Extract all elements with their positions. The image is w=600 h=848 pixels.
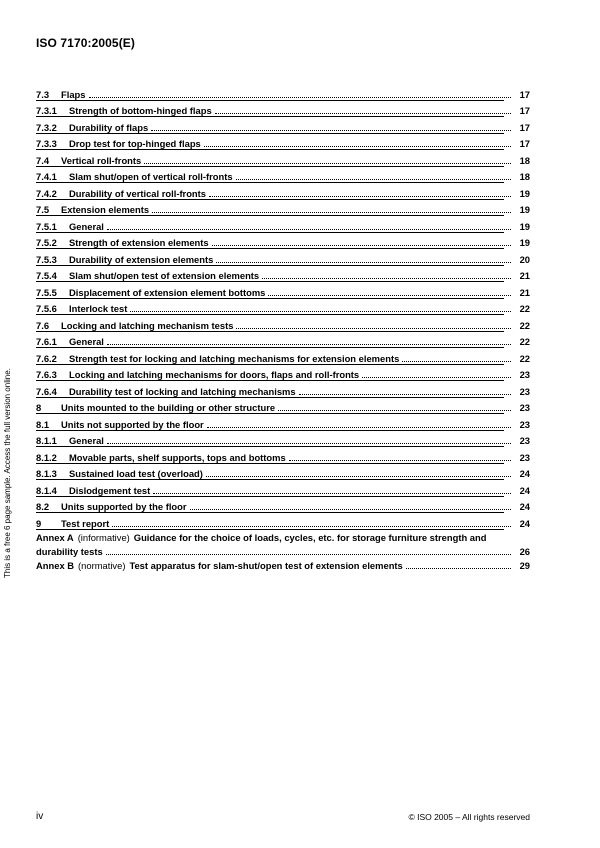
annex-label: Annex B bbox=[36, 559, 75, 571]
toc-entry-page: 23 bbox=[519, 369, 530, 380]
dot-leader bbox=[216, 262, 511, 263]
toc-entry-number: 9 bbox=[36, 517, 42, 529]
toc-entry-title: Durability of flaps bbox=[69, 121, 149, 133]
dot-leader bbox=[144, 163, 511, 164]
toc-entry-page: 19 bbox=[519, 220, 530, 232]
toc-entry-number: 7.6.3 bbox=[36, 369, 57, 380]
side-note-text: This is a free 6 page sample. Access the full version online. bbox=[3, 368, 12, 578]
toc-entry-title: Durability of vertical roll-fronts bbox=[69, 187, 206, 199]
toc-entry-title: Slam shut/open test of extension elements bbox=[69, 270, 260, 281]
copyright-notice: © ISO 2005 – All rights reserved bbox=[408, 812, 530, 822]
toc-entry-title: Locking and latching mechanisms for doors, flaps and roll-fronts bbox=[69, 369, 360, 380]
toc-entry-number: 7.6.4 bbox=[36, 385, 57, 397]
toc-entry-title: General bbox=[69, 220, 104, 232]
annex-page: 29 bbox=[519, 559, 530, 571]
toc-entry-page: 21 bbox=[519, 286, 530, 298]
toc-entry-title: Strength of bottom-hinged flaps bbox=[69, 105, 212, 116]
toc-entry[interactable] bbox=[36, 365, 530, 381]
toc-entry-number: 8.1.2 bbox=[36, 451, 57, 463]
toc-annex-entry[interactable] bbox=[36, 532, 530, 557]
dot-leader bbox=[153, 493, 511, 494]
toc-entry[interactable] bbox=[36, 315, 530, 331]
toc-entry-number: 7.5.6 bbox=[36, 303, 57, 314]
toc-entry[interactable] bbox=[36, 233, 530, 249]
dot-leader bbox=[215, 113, 511, 114]
toc-entry[interactable] bbox=[36, 183, 530, 199]
toc-entry-title: Flaps bbox=[61, 88, 86, 100]
annex-label: Annex A bbox=[36, 531, 74, 543]
toc-entry-title: General bbox=[69, 336, 104, 347]
toc-entry[interactable] bbox=[36, 332, 530, 348]
toc-entry-title: Durability of extension elements bbox=[69, 253, 214, 265]
toc-entry[interactable] bbox=[36, 381, 530, 397]
dot-leader bbox=[107, 443, 511, 444]
toc-annex-entry[interactable] bbox=[36, 558, 530, 571]
toc-entry-title: Slam shut/open of vertical roll-fronts bbox=[69, 171, 233, 182]
toc-entry-number: 8.1.1 bbox=[36, 435, 57, 446]
annex-title: Test apparatus for slam-shut/open test of extension elements bbox=[129, 559, 403, 571]
dot-leader bbox=[289, 460, 511, 461]
dot-leader bbox=[278, 410, 511, 411]
dot-leader bbox=[112, 526, 511, 527]
toc-entry-page: 18 bbox=[519, 171, 530, 182]
toc-entry[interactable] bbox=[36, 167, 530, 183]
toc-entry-page: 22 bbox=[519, 303, 530, 314]
annex-type: (informative) bbox=[77, 531, 130, 543]
dot-leader bbox=[130, 311, 511, 312]
toc-entry-number: 7.5.4 bbox=[36, 270, 57, 281]
toc-entry[interactable] bbox=[36, 431, 530, 447]
toc-entry-page: 19 bbox=[519, 237, 530, 248]
toc-entry-number: 7.3 bbox=[36, 88, 50, 100]
toc-entry-number: 7.3.3 bbox=[36, 138, 57, 149]
toc-entry-title: Units mounted to the building or other structure bbox=[61, 402, 276, 413]
toc-entry[interactable] bbox=[36, 497, 530, 513]
toc-entry-number: 7.5.3 bbox=[36, 253, 57, 265]
toc-entry-title: General bbox=[69, 435, 104, 446]
toc-entry-page: 19 bbox=[519, 204, 530, 215]
toc-entry-page: 22 bbox=[519, 336, 530, 347]
toc-entry-number: 8 bbox=[36, 402, 42, 413]
toc-entry-title: Vertical roll-fronts bbox=[61, 154, 142, 166]
toc-entry-page: 24 bbox=[519, 468, 530, 479]
toc-entry[interactable] bbox=[36, 134, 530, 150]
toc-entry-number: 7.4.2 bbox=[36, 187, 57, 199]
dot-leader bbox=[107, 229, 511, 230]
toc-entry[interactable] bbox=[36, 414, 530, 430]
toc-entry-page: 23 bbox=[519, 435, 530, 446]
toc-entry-number: 7.5.2 bbox=[36, 237, 57, 248]
toc-entry-number: 7.4 bbox=[36, 154, 50, 166]
table-of-contents bbox=[36, 84, 530, 571]
toc-entry[interactable] bbox=[36, 117, 530, 133]
toc-entry-title: Test report bbox=[61, 517, 110, 529]
dot-leader bbox=[106, 554, 511, 555]
toc-entry-number: 7.5.1 bbox=[36, 220, 57, 232]
dot-leader bbox=[151, 130, 511, 131]
toc-entry-number: 7.6.2 bbox=[36, 352, 57, 364]
toc-entry[interactable] bbox=[36, 348, 530, 364]
toc-entry-page: 23 bbox=[519, 385, 530, 397]
toc-entry-page: 24 bbox=[519, 484, 530, 496]
dot-leader bbox=[262, 278, 511, 279]
dot-leader bbox=[89, 97, 512, 98]
dot-leader bbox=[402, 361, 511, 362]
dot-leader bbox=[152, 212, 511, 213]
toc-entry[interactable] bbox=[36, 513, 530, 529]
toc-entry-number: 7.3.2 bbox=[36, 121, 57, 133]
toc-entry-title: Units supported by the floor bbox=[61, 501, 187, 512]
dot-leader bbox=[207, 427, 511, 428]
toc-entry-title: Extension elements bbox=[61, 204, 150, 215]
toc-entry[interactable] bbox=[36, 84, 530, 100]
toc-entry[interactable] bbox=[36, 480, 530, 496]
toc-entry-number: 8.2 bbox=[36, 501, 50, 512]
dot-leader bbox=[107, 344, 511, 345]
toc-entry-title: Units not supported by the floor bbox=[61, 418, 204, 430]
toc-entry-number: 7.4.1 bbox=[36, 171, 57, 182]
toc-entry-page: 23 bbox=[519, 451, 530, 463]
side-note bbox=[3, 318, 15, 578]
toc-entry[interactable] bbox=[36, 200, 530, 216]
toc-entry[interactable] bbox=[36, 216, 530, 232]
toc-entry-number: 8.1.4 bbox=[36, 484, 57, 496]
toc-entry-page: 21 bbox=[519, 270, 530, 281]
dot-leader bbox=[299, 394, 511, 395]
dot-leader bbox=[406, 568, 511, 569]
toc-entry-page: 17 bbox=[519, 88, 530, 100]
toc-entry[interactable] bbox=[36, 447, 530, 463]
dot-leader bbox=[190, 509, 511, 510]
toc-entry-page: 18 bbox=[519, 154, 530, 166]
toc-entry[interactable] bbox=[36, 398, 530, 414]
annex-page: 26 bbox=[519, 545, 530, 557]
toc-entry-page: 24 bbox=[519, 517, 530, 529]
toc-entry[interactable] bbox=[36, 101, 530, 117]
annex-title-continued: durability tests bbox=[36, 545, 103, 557]
toc-entry[interactable] bbox=[36, 150, 530, 166]
toc-entry-title: Dislodgement test bbox=[69, 484, 151, 496]
dot-leader bbox=[204, 146, 511, 147]
toc-entry-title: Drop test for top-hinged flaps bbox=[69, 138, 201, 149]
dot-leader bbox=[236, 179, 511, 180]
toc-entry-number: 7.5.5 bbox=[36, 286, 57, 298]
dot-leader bbox=[362, 377, 511, 378]
toc-entry-number: 8.1.3 bbox=[36, 468, 57, 479]
toc-entry-page: 22 bbox=[519, 319, 530, 331]
dot-leader bbox=[209, 196, 511, 197]
toc-entry-page: 23 bbox=[519, 402, 530, 413]
document-id: ISO 7170:2005(E) bbox=[36, 36, 135, 50]
toc-entry-page: 24 bbox=[519, 501, 530, 512]
toc-entry[interactable] bbox=[36, 249, 530, 265]
toc-entry[interactable] bbox=[36, 464, 530, 480]
toc-entry-number: 7.6.1 bbox=[36, 336, 57, 347]
toc-entry[interactable] bbox=[36, 266, 530, 282]
toc-entry-page: 17 bbox=[519, 121, 530, 133]
annex-title: Guidance for the choice of loads, cycles, etc. for storage furniture strength and bbox=[133, 531, 487, 543]
separator-rule bbox=[36, 529, 504, 530]
dot-leader bbox=[268, 295, 511, 296]
dot-leader bbox=[212, 245, 511, 246]
toc-entry-page: 23 bbox=[519, 418, 530, 430]
toc-entry-page: 17 bbox=[519, 105, 530, 116]
toc-entry-title: Sustained load test (overload) bbox=[69, 468, 203, 479]
annex-type: (normative) bbox=[78, 559, 126, 571]
toc-entry-number: 8.1 bbox=[36, 418, 50, 430]
toc-entry-page: 22 bbox=[519, 352, 530, 364]
toc-entry-page: 17 bbox=[519, 138, 530, 149]
toc-entry[interactable] bbox=[36, 299, 530, 315]
toc-entry-title: Movable parts, shelf supports, tops and bottoms bbox=[69, 451, 286, 463]
page-number: iv bbox=[36, 811, 44, 822]
toc-entry-number: 7.6 bbox=[36, 319, 50, 331]
toc-entry-title: Displacement of extension element bottoms bbox=[69, 286, 266, 298]
dot-leader bbox=[236, 328, 511, 329]
toc-entry-title: Durability test of locking and latching mechanisms bbox=[69, 385, 296, 397]
toc-entry-number: 7.3.1 bbox=[36, 105, 57, 116]
toc-entry-title: Strength of extension elements bbox=[69, 237, 209, 248]
dot-leader bbox=[206, 476, 511, 477]
toc-entry-title: Locking and latching mechanism tests bbox=[61, 319, 234, 331]
toc-entry[interactable] bbox=[36, 282, 530, 298]
toc-entry-page: 19 bbox=[519, 187, 530, 199]
toc-entry-number: 7.5 bbox=[36, 204, 50, 215]
toc-entry-page: 20 bbox=[519, 253, 530, 265]
toc-entry-title: Strength test for locking and latching mechanisms for extension elements bbox=[69, 352, 400, 364]
toc-entry-title: Interlock test bbox=[69, 303, 128, 314]
